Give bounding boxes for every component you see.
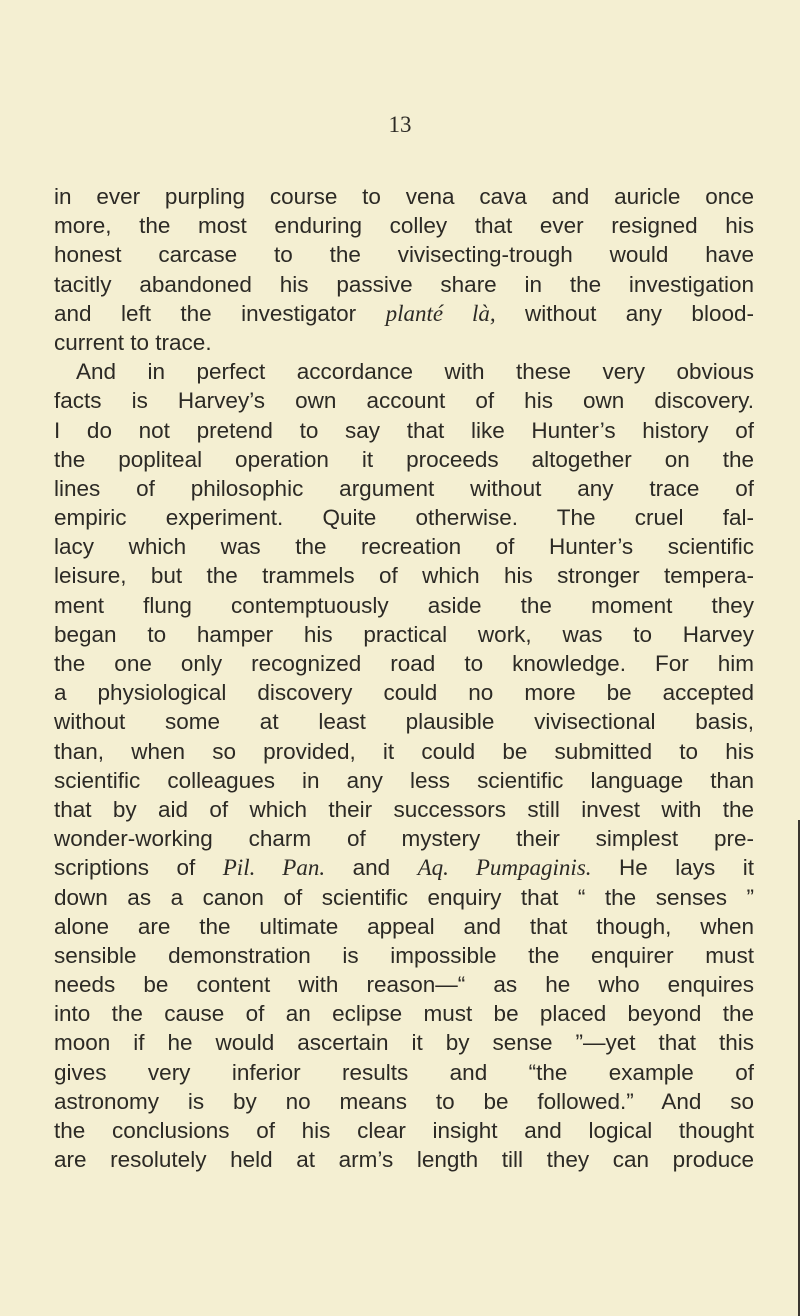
text-line	[54, 240, 754, 269]
text-run: wonder-working charm of mystery their simplest pre-	[54, 826, 754, 852]
text-run: alone are the ultimate appeal and that though, when	[54, 913, 754, 939]
text-line	[54, 678, 754, 707]
italic-text: Pil. Pan.	[222, 855, 326, 881]
text-line	[54, 328, 754, 357]
text-run: And in perfect accordance with these very obvious	[76, 359, 754, 385]
italic-text: Aq. Pumpaginis.	[417, 855, 592, 881]
text-run: into the cause of an eclipse must be placed beyond the	[54, 1001, 754, 1027]
text-line	[54, 445, 754, 474]
text-line	[54, 182, 754, 211]
text-line	[54, 270, 754, 299]
text-run: current to trace.	[54, 329, 212, 355]
text-line	[54, 1145, 754, 1174]
text-run: moon if he would ascertain it by sense ”—yet that this	[54, 1030, 754, 1056]
text-line	[54, 591, 754, 620]
text-run: lacy which was the recreation of Hunter’s scientific	[54, 534, 754, 560]
text-run: He lays it	[591, 855, 754, 881]
text-line	[54, 707, 754, 736]
text-run: lines of philosophic argument without any trace of	[54, 475, 754, 501]
text-run: than, when so provided, it could be submitted to his	[54, 738, 754, 764]
text-run: the popliteal operation it proceeds altogether on the	[54, 446, 754, 472]
text-line	[54, 211, 754, 240]
page-number: 13	[388, 112, 412, 137]
text-run: leisure, but the trammels of which his stronger tempera-	[54, 563, 754, 589]
text-run: ment flung contemptuously aside the moment they	[54, 592, 754, 618]
text-line	[54, 1116, 754, 1145]
text-run: astronomy is by no means to be followed.” And so	[54, 1088, 754, 1114]
text-line	[54, 737, 754, 766]
text-line	[54, 999, 754, 1028]
text-line	[54, 386, 754, 415]
text-run: more, the most enduring colley that ever resigned his	[54, 213, 754, 239]
italic-text: planté là,	[385, 300, 496, 326]
text-run: honest carcase to the vivisecting-trough would have	[54, 242, 754, 268]
text-run: gives very inferior results and “the example of	[54, 1059, 754, 1085]
text-line	[54, 1087, 754, 1116]
text-line	[54, 357, 754, 386]
text-run: are resolutely held at arm’s length till they can produce	[54, 1147, 754, 1173]
text-run: in ever purpling course to vena cava and auricle once	[54, 184, 754, 209]
text-line	[54, 649, 754, 678]
text-run: without some at least plausible vivisectional basis,	[54, 709, 754, 735]
text-run: that by aid of which their successors still invest with the	[54, 796, 754, 822]
text-line	[54, 853, 754, 882]
text-run: facts is Harvey’s own account of his own discovery.	[54, 388, 754, 414]
text-line	[54, 299, 754, 328]
body-text	[54, 182, 754, 1174]
text-line	[54, 474, 754, 503]
text-run: without any blood-	[495, 300, 754, 326]
text-line	[54, 941, 754, 970]
text-line	[54, 561, 754, 590]
text-run: and left the investigator	[54, 300, 386, 326]
text-line	[54, 766, 754, 795]
text-run: the one only recognized road to knowledge. For him	[54, 651, 754, 676]
text-run: down as a canon of scientific enquiry that “ the senses ”	[54, 884, 754, 910]
text-run: scientific colleagues in any less scientific language than	[54, 767, 754, 793]
text-run: a physiological discovery could no more be accepted	[54, 680, 754, 706]
text-line	[54, 503, 754, 532]
text-run: the conclusions of his clear insight and logical thought	[54, 1118, 754, 1143]
text-line	[54, 883, 754, 912]
text-line	[54, 1028, 754, 1057]
text-run: and	[325, 855, 418, 881]
text-line	[54, 824, 754, 853]
text-run: began to hamper his practical work, was to Harvey	[54, 621, 754, 647]
text-line	[54, 1058, 754, 1087]
text-line	[54, 912, 754, 941]
text-run: tacitly abandoned his passive share in the investigation	[54, 271, 754, 297]
text-line	[54, 795, 754, 824]
text-run: needs be content with reason—“ as he who enquires	[54, 972, 754, 998]
text-line	[54, 532, 754, 561]
text-run: scriptions of	[54, 855, 223, 881]
text-line	[54, 970, 754, 999]
text-line	[54, 416, 754, 445]
text-run: empiric experiment. Quite otherwise. The cruel fal-	[54, 505, 754, 531]
text-line	[54, 620, 754, 649]
text-run: sensible demonstration is impossible the enquirer must	[54, 942, 754, 968]
text-run: I do not pretend to say that like Hunter’s history of	[54, 417, 754, 443]
